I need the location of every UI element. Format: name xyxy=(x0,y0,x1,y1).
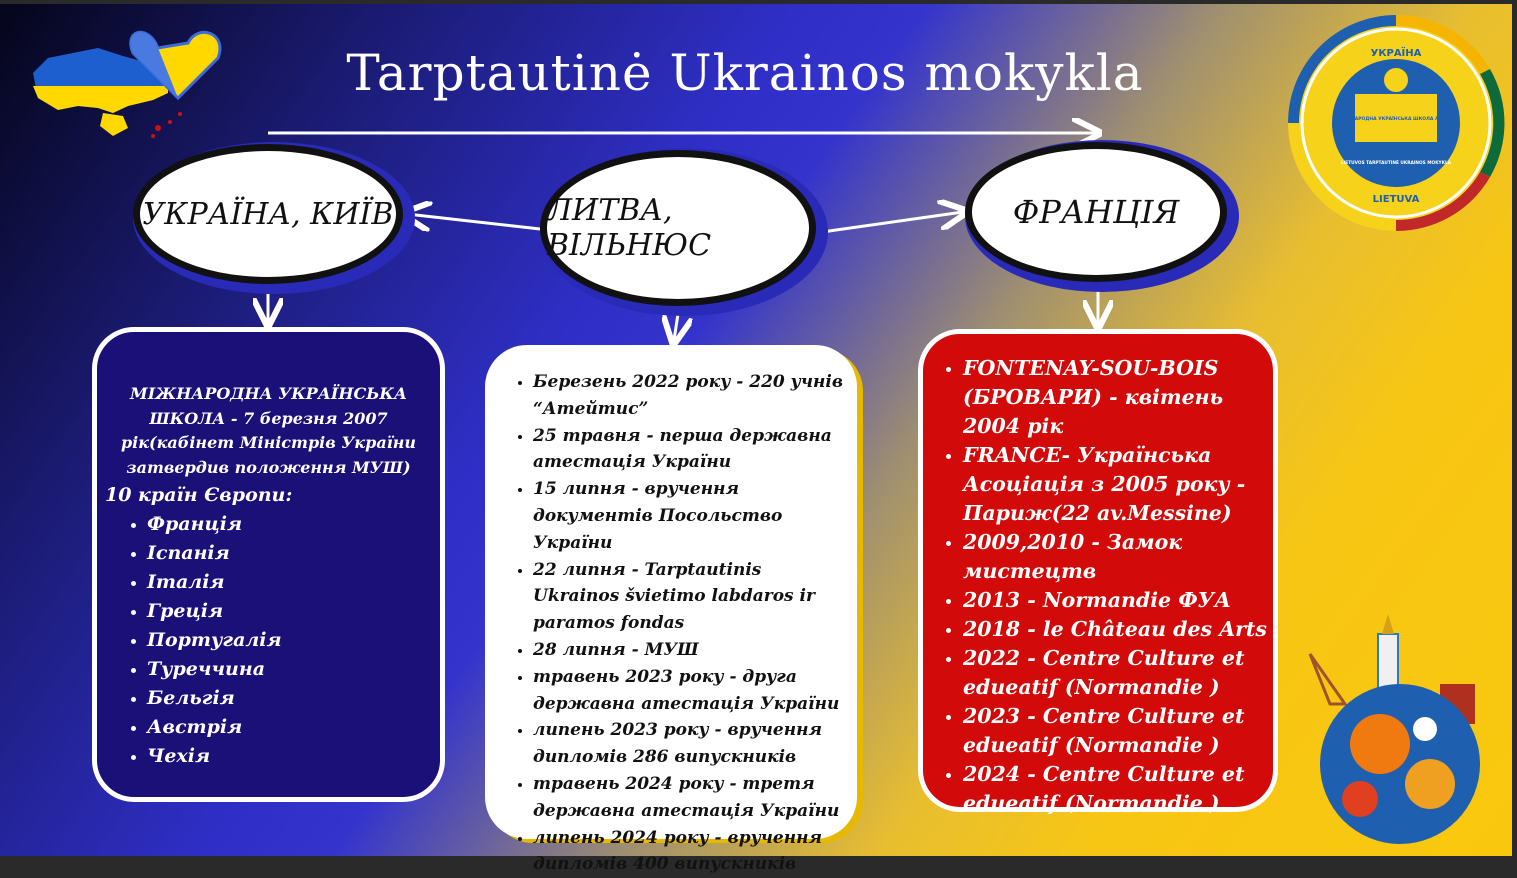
list-item: • 2013 - Normandie ФУА xyxy=(963,586,1269,615)
list-item: • 2022 - Centre Culture et edueatif (Normandie ) xyxy=(963,644,1269,702)
list-item: • травень 2024 року - третя державна атестація України xyxy=(533,771,851,825)
list-item: • Чехія xyxy=(147,742,432,771)
ukraine-box-heading: МІЖНАРОДНА УКРАЇНСЬКА ШКОЛА - 7 березня 2007 рік(кабінет Міністрів України затвердив положення МУШ) xyxy=(120,384,417,477)
list-item: • 2009,2010 - Замок мистецтв xyxy=(963,528,1269,586)
svg-text:УКРАЇНА: УКРАЇНА xyxy=(1370,48,1422,59)
ukraine-box xyxy=(92,327,445,802)
france-events-list xyxy=(923,354,1269,818)
school-logo xyxy=(1285,12,1507,234)
arrow-to-france xyxy=(815,212,963,233)
list-item: • Бельгія xyxy=(147,684,432,713)
list-item: • Австрія xyxy=(147,713,432,742)
lithuania-events-list xyxy=(485,369,851,878)
arrow-down-lithuania xyxy=(674,314,678,340)
list-item: • Туреччина xyxy=(147,655,432,684)
list-item: • FONTENAY-SOU-BOIS (БРОВАРИ) - квітень 2004 рік xyxy=(963,354,1269,441)
node-ukraine: УКРАЇНА, КИЇВ xyxy=(133,144,403,284)
france-box xyxy=(918,329,1278,815)
painted-globe-illustration xyxy=(1290,614,1510,854)
list-item: • Франція xyxy=(147,510,432,539)
list-item: • липень 2024 року - вручення дипломів 400 випускників xyxy=(533,825,851,878)
list-item: • 15 липня - вручення документів Посольство України xyxy=(533,476,851,556)
list-item: • 25 травня - перша державна атестація України xyxy=(533,423,851,477)
svg-text:LIETUVOS TARPTAUTINĖ UKRAINOS: LIETUVOS TARPTAUTINĖ UKRAINOS MOKYKLA xyxy=(1340,161,1452,166)
list-item: • 28 липня - МУШ xyxy=(533,637,851,664)
lithuania-box xyxy=(485,345,857,875)
node-lithuania: ЛИТВА, ВІЛЬНЮС xyxy=(540,150,816,306)
countries-label: 10 країн Європи: xyxy=(105,484,293,506)
svg-text:МІЖНАРОДНА УКРАЇНСЬКА ШКОЛА ЛИ: МІЖНАРОДНА УКРАЇНСЬКА ШКОЛА ЛИТВИ xyxy=(1339,117,1453,122)
list-item: • Березень 2022 року - 220 учнів “Атейтис” xyxy=(533,369,851,423)
list-item: • травень 2023 року - друга державна атестація України xyxy=(533,664,851,718)
list-item: • 2018 - le Château des Arts xyxy=(963,615,1269,644)
countries-list xyxy=(105,510,432,771)
list-item: • Греція xyxy=(147,597,432,626)
slide xyxy=(0,4,1512,875)
page-title: Tarptautinė Ukrainos mokykla xyxy=(346,44,1144,102)
arrow-to-ukraine xyxy=(407,214,540,229)
node-france: ФРАНЦІЯ xyxy=(965,142,1227,282)
list-item: • 22 липня - Tarptautinis Ukrainos švietimo labdaros ir paramos fondas xyxy=(533,557,851,637)
list-item: • Італія xyxy=(147,568,432,597)
list-item: • Іспанія xyxy=(147,539,432,568)
list-item: • Португалія xyxy=(147,626,432,655)
list-item: • липень 2023 року - вручення дипломів 286 випускників xyxy=(533,717,851,771)
list-item: • FRANCE- Українська Асоціація з 2005 року - Париж(22 av.Messine) xyxy=(963,441,1269,528)
list-item: • 2024 - Centre Culture et edueatif (Normandie ) xyxy=(963,760,1269,818)
svg-text:LIETUVA: LIETUVA xyxy=(1372,194,1420,205)
list-item: • 2023 - Centre Culture et edueatif (Normandie ) xyxy=(963,702,1269,760)
